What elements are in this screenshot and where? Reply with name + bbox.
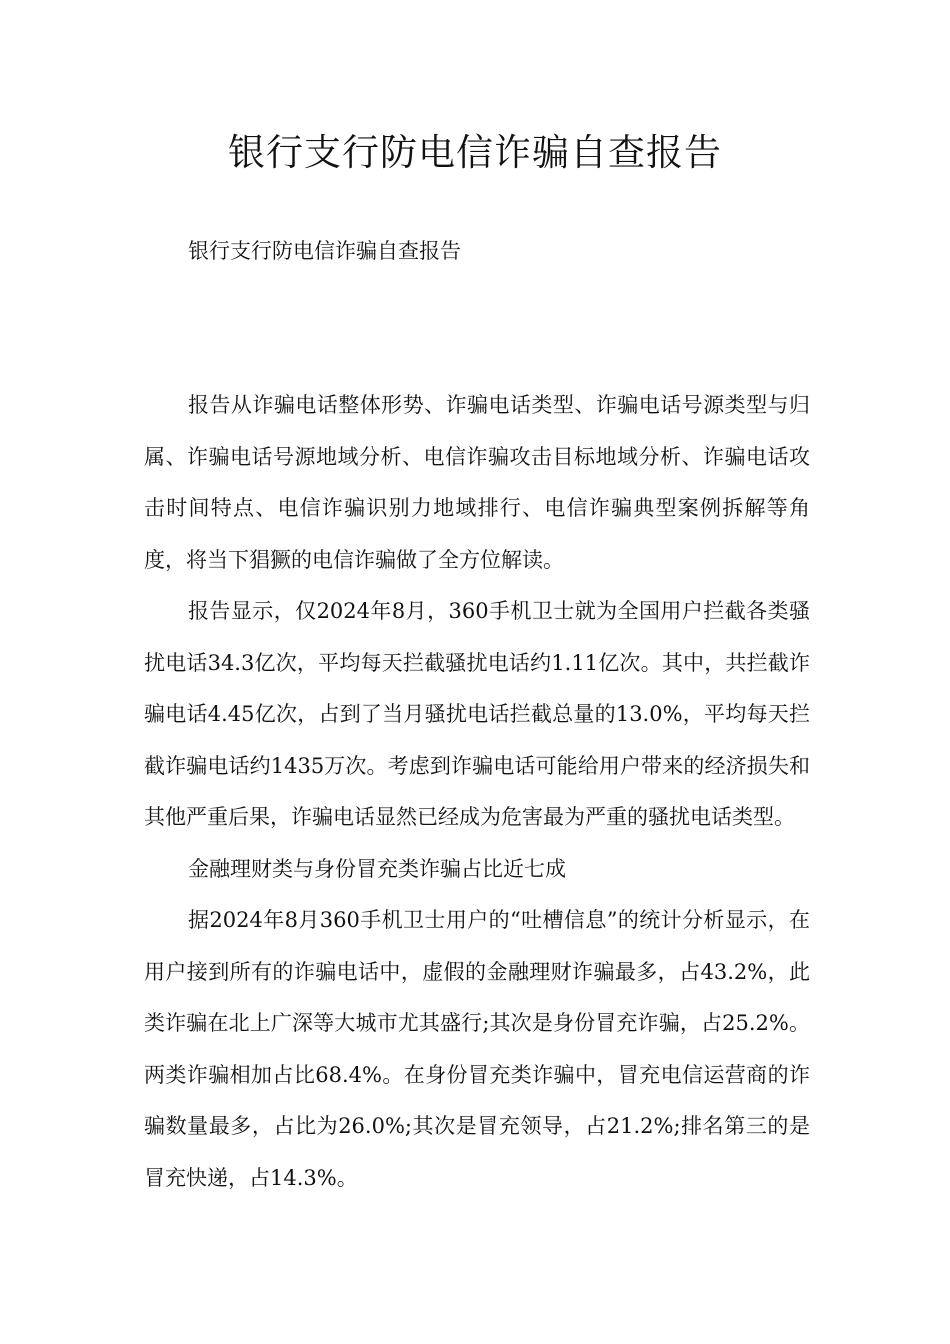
section-heading: 金融理财类与身份冒充类诈骗占比近七成 [188,856,566,881]
document-subtitle: 银行支行防电信诈骗自查报告 [188,239,461,263]
document-title: 银行支行防电信诈骗自查报告 [228,131,722,174]
paragraph-overview: 报告从诈骗电话整体形势、诈骗电话类型、诈骗电话号源类型与归属、诈骗电话号源地域分析、电信诈骗攻击目标地域分析、诈骗电话攻击时间特点、电信诈骗识别力地域排行、电信诈骗典型案例拆解等角度，将当下猖獗的电信诈骗做了全方位解读。 [144,393,810,572]
paragraph-statistics: 报告显示，仅2024年8月，360手机卫士就为全国用户拦截各类骚扰电话34.3亿次，平均每天拦截骚扰电话约1.11亿次。其中，共拦截诈骗电话4.45亿次，占到了当月骚扰电话拦截总量的13.0%，平均每天拦截诈骗电话约1435万次。考虑到诈骗电话可能给用户带来的经济损失和其他严重后果，诈骗电话显然已经成为危害最为严重的骚扰电话类型。 [144,599,810,829]
paragraph-fraud-types: 据2024年8月360手机卫士用户的“吐槽信息”的统计分析显示，在用户接到所有的诈骗电话中，虚假的金融理财诈骗最多，占43.2%，此类诈骗在北上广深等大城市尤其盛行;其次是身份冒充诈骗，占25.2%。两类诈骗相加占比68.4%。在身份冒充类诈骗中，冒充电信运营商的诈骗数量最多，占比为26.0%;其次是冒充领导，占21.2%;排名第三的是冒充快递，占14.3%。 [144,908,810,1190]
document-body [144,380,810,1204]
